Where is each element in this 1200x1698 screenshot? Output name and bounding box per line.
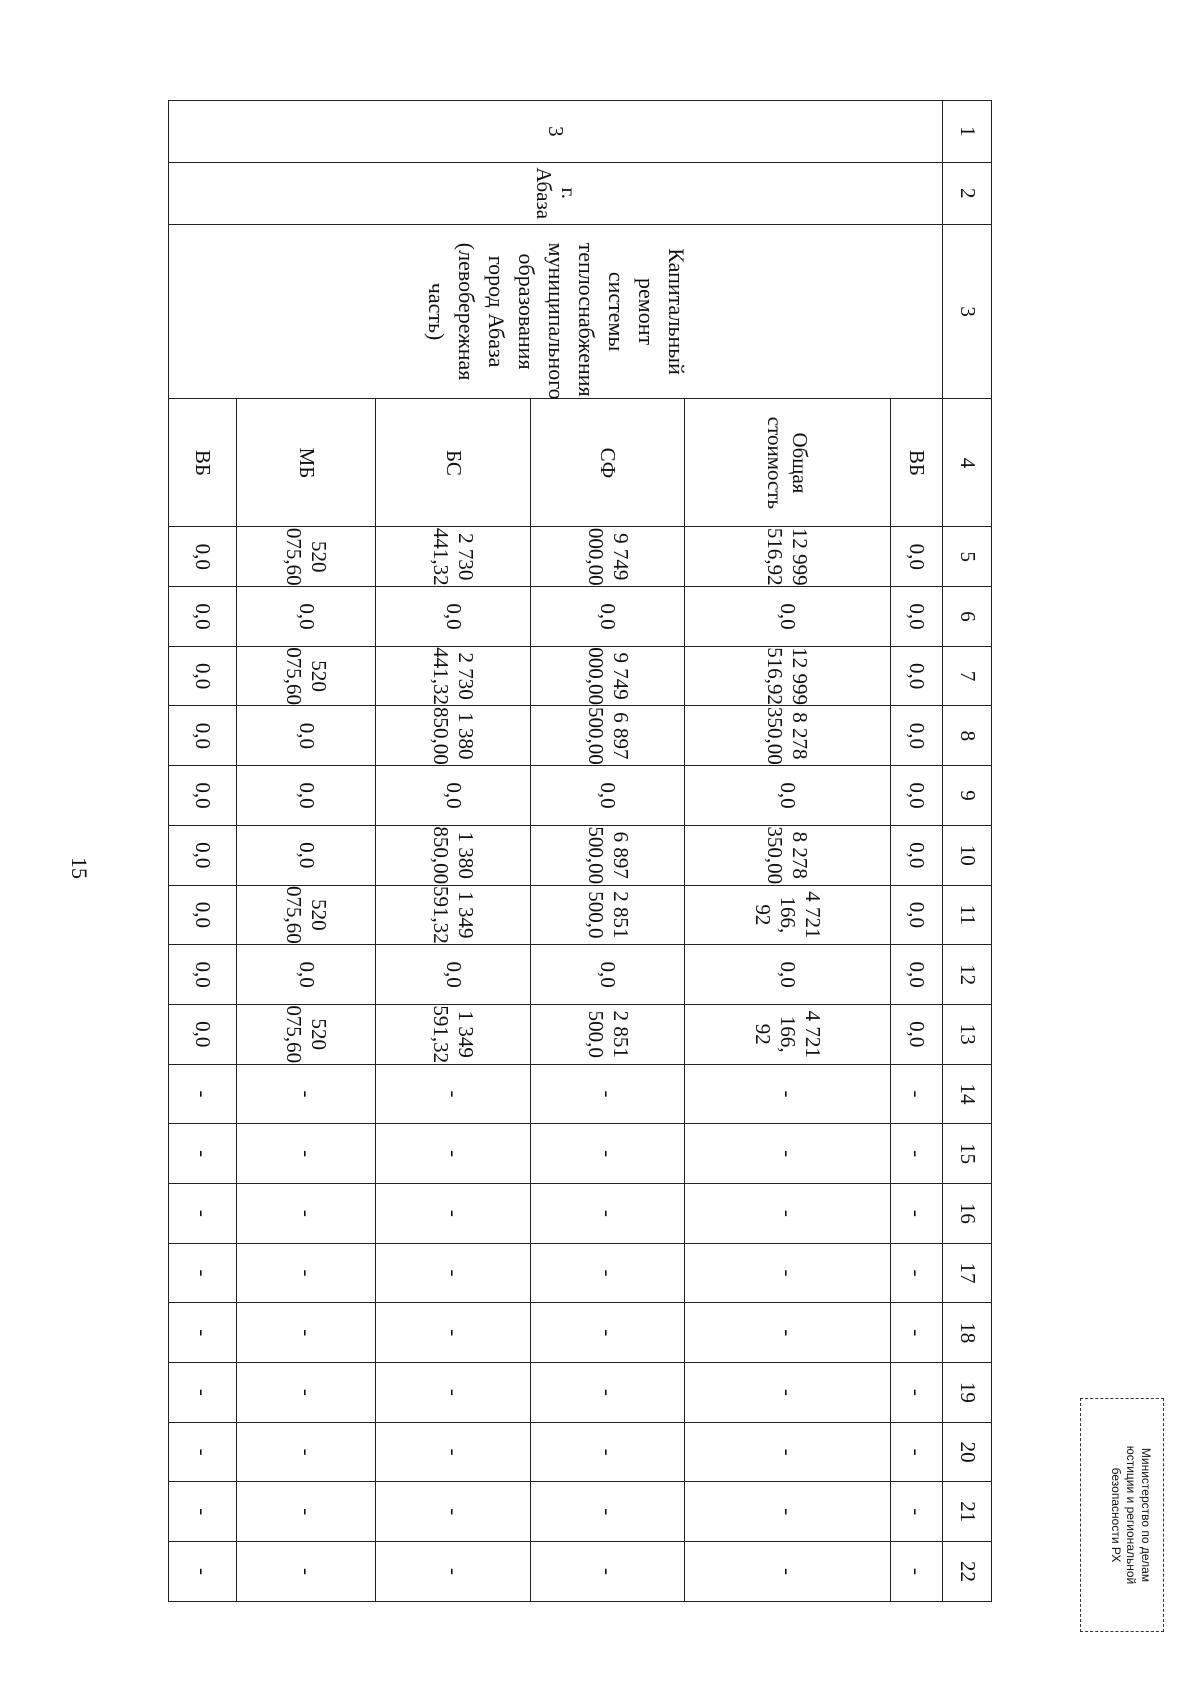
column-number: 17 <box>943 1243 992 1303</box>
value-text: 0,0 <box>294 842 319 869</box>
value-text: - <box>441 1329 466 1337</box>
value-cell <box>530 1542 684 1602</box>
value-text: - <box>294 1090 319 1098</box>
value-cell <box>237 587 376 647</box>
value-text: - <box>441 1508 466 1516</box>
value-cell <box>890 885 943 945</box>
column-number: 16 <box>943 1183 992 1243</box>
rotated-table-wrapper <box>168 100 992 1602</box>
value-cell <box>685 646 890 706</box>
value-text: - <box>191 1090 216 1098</box>
value-text: - <box>596 1508 621 1516</box>
value-text: - <box>441 1090 466 1098</box>
value-cell <box>169 1422 237 1482</box>
value-text: 2 851 500,0 <box>583 891 633 939</box>
value-cell <box>890 1064 943 1124</box>
value-text: - <box>441 1150 466 1158</box>
value-cell <box>530 587 684 647</box>
value-text: - <box>294 1508 319 1516</box>
value-cell <box>685 885 890 945</box>
value-text: - <box>441 1388 466 1396</box>
value-cell <box>530 1363 684 1423</box>
value-cell <box>530 1064 684 1124</box>
value-text: 0,0 <box>905 603 929 630</box>
value-text: - <box>905 1209 929 1217</box>
value-text: - <box>191 1269 216 1277</box>
value-cell <box>685 1064 890 1124</box>
value-text: - <box>191 1329 216 1337</box>
value-cell <box>169 1243 237 1303</box>
value-text: 1 380 850,00 <box>429 826 479 885</box>
column-number: 18 <box>943 1303 992 1363</box>
value-text: 1 349 591,32 <box>429 886 479 944</box>
value-cell <box>169 1124 237 1184</box>
value-cell <box>530 1124 684 1184</box>
value-text: 1 349 591,32 <box>429 1005 479 1064</box>
value-text: 520 075,60 <box>282 647 332 705</box>
value-text: 0,0 <box>775 961 800 988</box>
value-cell <box>169 825 237 885</box>
value-text: 12 999 516,92 <box>763 527 813 586</box>
value-cell <box>530 945 684 1005</box>
value-cell <box>890 945 943 1005</box>
value-text: - <box>596 1448 621 1456</box>
value-text: 520 075,60 <box>282 1005 332 1064</box>
value-cell <box>890 587 943 647</box>
row-number-cell: 3 <box>169 101 943 163</box>
value-cell <box>169 1064 237 1124</box>
value-cell <box>890 1363 943 1423</box>
value-cell <box>890 1124 943 1184</box>
value-text: - <box>775 1329 800 1337</box>
value-text: - <box>441 1269 466 1277</box>
value-cell <box>890 646 943 706</box>
value-text: 0,0 <box>596 961 621 988</box>
value-text: 0,0 <box>905 722 929 749</box>
column-number: 4 <box>943 399 992 527</box>
value-cell <box>530 1303 684 1363</box>
value-cell <box>685 1243 890 1303</box>
value-cell <box>169 945 237 1005</box>
value-cell <box>169 1542 237 1602</box>
source-label-cell: МБ <box>237 399 376 527</box>
value-cell <box>530 527 684 587</box>
value-cell <box>376 1542 530 1602</box>
column-number: 2 <box>943 162 992 224</box>
value-cell <box>890 1183 943 1243</box>
value-cell <box>169 1303 237 1363</box>
column-number: 15 <box>943 1124 992 1184</box>
value-cell <box>685 1124 890 1184</box>
column-number: 11 <box>943 885 992 945</box>
value-text: - <box>775 1090 800 1098</box>
value-text: - <box>596 1329 621 1337</box>
value-cell <box>237 1363 376 1423</box>
value-text: - <box>294 1329 319 1337</box>
column-number: 6 <box>943 587 992 647</box>
source-label-cell: СФ <box>530 399 684 527</box>
value-cell <box>169 646 237 706</box>
value-text: 0,0 <box>294 603 319 630</box>
value-text: - <box>294 1388 319 1396</box>
value-text: 9 749 000,00 <box>583 527 633 586</box>
stamp-line-2: юстиции и региональной <box>1124 1445 1138 1585</box>
column-number: 20 <box>943 1422 992 1482</box>
value-text: 0,0 <box>905 842 929 869</box>
value-cell <box>685 1303 890 1363</box>
value-cell <box>530 706 684 766</box>
value-text: - <box>191 1448 216 1456</box>
column-number: 22 <box>943 1542 992 1602</box>
value-text: 520 075,60 <box>282 527 332 586</box>
value-text: 0,0 <box>191 842 216 869</box>
value-cell <box>890 1303 943 1363</box>
value-text: 2 730 441,32 <box>429 527 479 586</box>
value-text: - <box>441 1448 466 1456</box>
value-text: 8 278 350,00 <box>763 826 813 885</box>
value-text: - <box>596 1150 621 1158</box>
value-text: 0,0 <box>441 961 466 988</box>
value-text: 0,0 <box>191 663 216 690</box>
value-text: - <box>294 1150 319 1158</box>
stamp-line-1: Министерство по делам <box>1139 1447 1153 1583</box>
value-cell <box>685 1004 890 1064</box>
value-cell <box>237 1422 376 1482</box>
value-text: 9 749 000,00 <box>583 647 633 705</box>
column-number: 1 <box>943 101 992 163</box>
value-text: - <box>596 1388 621 1396</box>
value-cell <box>237 1542 376 1602</box>
value-cell <box>169 706 237 766</box>
value-text: 4 721 166, 92 <box>750 891 825 939</box>
value-cell <box>237 825 376 885</box>
description-cell: Капитальный ремонт системы теплоснабжения муниципального образования город Абаза (левобережная часть) <box>169 224 943 399</box>
value-text: - <box>596 1269 621 1277</box>
value-cell <box>685 706 890 766</box>
value-cell <box>530 1422 684 1482</box>
value-cell <box>237 885 376 945</box>
value-cell <box>237 527 376 587</box>
value-text: 0,0 <box>191 782 216 809</box>
value-cell <box>237 766 376 826</box>
value-text: 0,0 <box>294 782 319 809</box>
column-number: 3 <box>943 224 992 399</box>
value-text: - <box>905 1568 929 1576</box>
value-text: - <box>775 1448 800 1456</box>
value-cell <box>237 1064 376 1124</box>
value-text: 0,0 <box>905 961 929 988</box>
value-text: - <box>596 1090 621 1098</box>
value-text: - <box>905 1329 929 1337</box>
value-cell <box>890 1243 943 1303</box>
value-cell <box>237 1183 376 1243</box>
value-text: - <box>191 1568 216 1576</box>
value-cell <box>237 945 376 1005</box>
value-cell <box>685 1363 890 1423</box>
value-cell <box>890 706 943 766</box>
value-cell <box>376 1064 530 1124</box>
value-cell <box>376 825 530 885</box>
value-text: - <box>905 1388 929 1396</box>
value-text: - <box>441 1209 466 1217</box>
value-cell <box>376 646 530 706</box>
value-text: 0,0 <box>191 722 216 749</box>
value-cell <box>237 1243 376 1303</box>
value-cell <box>237 1303 376 1363</box>
column-number: 13 <box>943 1004 992 1064</box>
value-cell <box>376 1482 530 1542</box>
value-text: 6 897 500,00 <box>583 826 633 885</box>
value-cell <box>685 527 890 587</box>
value-text: 0,0 <box>191 1021 216 1048</box>
value-cell <box>530 1004 684 1064</box>
column-number: 5 <box>943 527 992 587</box>
value-text: - <box>775 1508 800 1516</box>
value-text: 0,0 <box>294 722 319 749</box>
value-text: - <box>775 1388 800 1396</box>
value-cell <box>376 1243 530 1303</box>
stamp-line-3: безопасности РХ <box>1109 1467 1123 1563</box>
value-cell <box>685 1482 890 1542</box>
table-row <box>890 101 943 1602</box>
value-cell <box>890 1422 943 1482</box>
source-label-cell: ВБ <box>890 399 943 527</box>
value-cell <box>376 1303 530 1363</box>
column-number: 21 <box>943 1482 992 1542</box>
value-text: 8 278 350,00 <box>763 706 813 765</box>
value-text: - <box>596 1209 621 1217</box>
value-cell <box>376 587 530 647</box>
value-cell <box>890 527 943 587</box>
value-text: - <box>775 1568 800 1576</box>
column-number: 8 <box>943 706 992 766</box>
value-text: - <box>905 1269 929 1277</box>
value-text: 12 999 516,92 <box>763 647 813 705</box>
value-cell <box>169 1482 237 1542</box>
column-number: 12 <box>943 945 992 1005</box>
value-cell <box>890 766 943 826</box>
value-cell <box>237 1482 376 1542</box>
value-cell <box>169 587 237 647</box>
value-cell <box>890 1542 943 1602</box>
value-text: 0,0 <box>441 782 466 809</box>
value-text: 2 851 500,0 <box>583 1010 633 1058</box>
value-text: 0,0 <box>905 663 929 690</box>
value-cell <box>169 766 237 826</box>
place-cell: г. Абаза <box>169 162 943 224</box>
value-cell <box>530 1183 684 1243</box>
value-text: - <box>191 1150 216 1158</box>
value-text: - <box>905 1508 929 1516</box>
value-text: 0,0 <box>775 782 800 809</box>
value-cell <box>376 1422 530 1482</box>
value-cell <box>685 1183 890 1243</box>
value-cell <box>685 1422 890 1482</box>
financing-table <box>168 100 992 1602</box>
column-number: 9 <box>943 766 992 826</box>
value-cell <box>890 825 943 885</box>
value-text: 0,0 <box>596 603 621 630</box>
value-text: - <box>294 1448 319 1456</box>
value-cell <box>530 1482 684 1542</box>
value-text: - <box>191 1508 216 1516</box>
column-number: 10 <box>943 825 992 885</box>
value-cell <box>530 1243 684 1303</box>
value-text: 520 075,60 <box>282 886 332 944</box>
value-text: 0,0 <box>596 782 621 809</box>
value-text: 4 721 166, 92 <box>750 1010 825 1058</box>
value-cell <box>890 1004 943 1064</box>
value-cell <box>530 825 684 885</box>
value-cell <box>376 885 530 945</box>
value-cell <box>530 885 684 945</box>
value-text: 0,0 <box>191 543 216 570</box>
value-cell <box>890 1482 943 1542</box>
value-text: - <box>294 1269 319 1277</box>
value-text: 0,0 <box>905 1021 929 1048</box>
value-cell <box>169 885 237 945</box>
value-cell <box>685 945 890 1005</box>
value-cell <box>169 1363 237 1423</box>
value-text: 0,0 <box>191 961 216 988</box>
value-cell <box>376 527 530 587</box>
value-text: 6 897 500,00 <box>583 706 633 765</box>
value-text: - <box>191 1388 216 1396</box>
value-text: - <box>775 1269 800 1277</box>
value-text: - <box>905 1448 929 1456</box>
value-text: - <box>441 1568 466 1576</box>
page-number: 15 <box>67 857 92 879</box>
value-cell <box>376 1124 530 1184</box>
column-number: 14 <box>943 1064 992 1124</box>
value-text: 0,0 <box>775 603 800 630</box>
value-text: - <box>191 1209 216 1217</box>
value-text: 2 730 441,32 <box>429 647 479 705</box>
value-cell <box>169 1004 237 1064</box>
value-cell <box>237 1124 376 1184</box>
value-cell <box>237 1004 376 1064</box>
value-text: 0,0 <box>905 901 929 928</box>
value-cell <box>530 766 684 826</box>
value-cell <box>685 766 890 826</box>
value-cell <box>376 1004 530 1064</box>
value-text: - <box>905 1150 929 1158</box>
value-cell <box>376 945 530 1005</box>
value-text: 1 380 850,00 <box>429 706 479 765</box>
value-cell <box>685 1542 890 1602</box>
value-cell <box>376 1363 530 1423</box>
value-cell <box>685 587 890 647</box>
column-number: 7 <box>943 646 992 706</box>
source-label-cell: ВБ <box>169 399 237 527</box>
ministry-stamp <box>1080 1398 1164 1632</box>
value-text: 0,0 <box>905 543 929 570</box>
value-text: - <box>596 1568 621 1576</box>
source-label-cell: БС <box>376 399 530 527</box>
column-number: 19 <box>943 1363 992 1423</box>
value-cell <box>530 646 684 706</box>
value-cell <box>169 527 237 587</box>
value-text: 0,0 <box>905 782 929 809</box>
source-label-cell: Общая стоимость <box>685 399 890 527</box>
value-cell <box>169 1183 237 1243</box>
value-text: - <box>775 1209 800 1217</box>
value-text: 0,0 <box>191 901 216 928</box>
value-cell <box>237 646 376 706</box>
value-cell <box>376 766 530 826</box>
value-cell <box>237 706 376 766</box>
value-text: 0,0 <box>191 603 216 630</box>
value-text: - <box>294 1209 319 1217</box>
value-text: 0,0 <box>441 603 466 630</box>
value-text: - <box>294 1568 319 1576</box>
column-number-row <box>943 101 992 1602</box>
value-text: - <box>775 1150 800 1158</box>
value-cell <box>685 825 890 885</box>
value-text: - <box>905 1090 929 1098</box>
value-cell <box>376 1183 530 1243</box>
value-cell <box>376 706 530 766</box>
value-text: 0,0 <box>294 961 319 988</box>
